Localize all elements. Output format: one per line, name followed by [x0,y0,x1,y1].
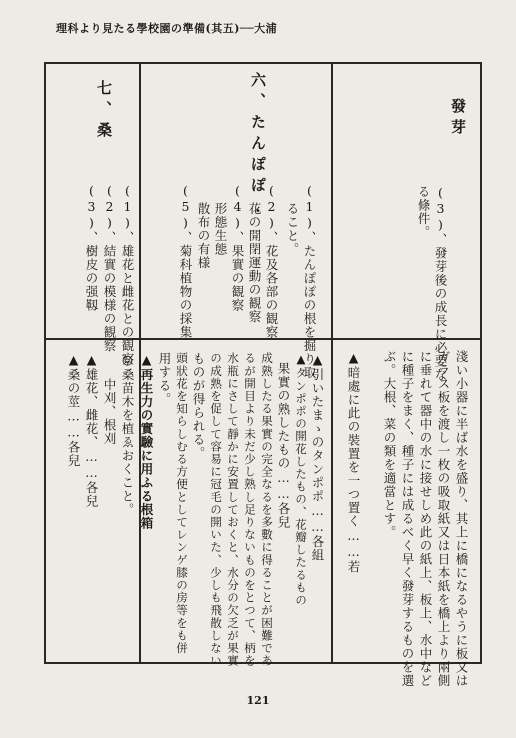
dandelion-note-line4: 成熟したる果實の完全なるを多數に得ることが困難であ [260,352,274,667]
dandelion-item-3: 花の開閉運動の観察 [247,202,262,324]
dandelion-item-4-form: 形態生態 [213,202,228,256]
mulberry-heading: 七、桑 [95,80,113,143]
dandelion-note-line8: ものが得られる。 [191,352,206,460]
dandelion-heading: 六、たんぽぽ. [249,72,267,222]
dandelion-item-2: (2)、花及各部の観察 [264,183,279,339]
mulberry-note-line3: ▲雄花、雌花、……各兒 [84,352,99,508]
dandelion-note-line10: 用する。 [157,352,172,406]
germination-heading: 發芽 [449,98,467,140]
dandelion-note-line9: 頭狀花を知らしむる方便としてレンゲ膝の房等をも併 [175,352,189,655]
dandelion-note-line2: ▲タンポポの開花したもの、花瓣したるもの [294,352,308,607]
mulberry-note-line4: ▲桑の莖……各兒 [66,352,81,468]
germination-item-3-line1: (3)、發芽後の成長に必要な [433,185,448,382]
germination-note-line4: に種子をまく、種子には成るべく早く發芽するものを選 [400,350,415,688]
germination-note-line1: 淺い小器に半ば水を盛り、其上に橋になるやうに板又は [454,350,469,688]
column-divider-right [331,62,333,664]
germination-note-line2: ガラス板を渡し一枚の吸取紙又は日本紙を橋上より兩側 [436,350,451,688]
page-number: 121 [246,694,270,707]
dandelion-item-4: (4)、果實の観察 [230,183,245,312]
mulberry-note-line1: ◎桑苗木を植ゑおくこと。 [120,352,135,517]
germination-note-line6: ▲暗處に此の裝置を一つ置く……若 [346,350,361,574]
running-header: 理科より見たる學校園の準備(其五)──大浦 [56,22,278,35]
dandelion-item-5: (5)、菊科植物の採集 [178,183,193,339]
dandelion-item-1-line1: (1)、たんぽぽの根を掘り取 [302,183,317,380]
germination-note-line5: ぶ。大根、菜の類を適當とす。 [382,350,397,539]
mulberry-item-1: (1)、雄花と雌花との観察 [120,183,135,366]
dandelion-note-line1: ▲引いたまゝのタンポポ……各組 [310,352,325,562]
germination-note-line3: に垂れて器中の水に接せしめ此の紙上、板上、水中など [418,350,433,688]
mulberry-note-line2: 中刈、根刈 [102,378,117,446]
dandelion-note-line6: 水瓶にさして靜かに安置しておくと、水分の欠乏が果實 [226,352,240,667]
dandelion-item-1-line2: ること。 [285,202,300,256]
dandelion-note-line11: ▲再生力の實驗に用ふる根箱 [139,352,154,530]
dandelion-note-line3: 果實の熟したもの……各兒 [276,362,291,529]
dandelion-note-line5: るが開目より未だ少し熟し足りないものをとつて、柄を [243,352,257,667]
mulberry-item-2: (2)、結實の模様の観察 [102,183,117,353]
mulberry-item-3: (3)、樹皮の强靱 [84,183,99,312]
germination-item-3-line2: る條件。 [416,185,431,239]
dandelion-item-4-spread: 散布の有様 [196,202,211,270]
dandelion-note-line7: の成熟を促して容易に冠毛の開いた、少しも飛散しない [209,352,223,667]
